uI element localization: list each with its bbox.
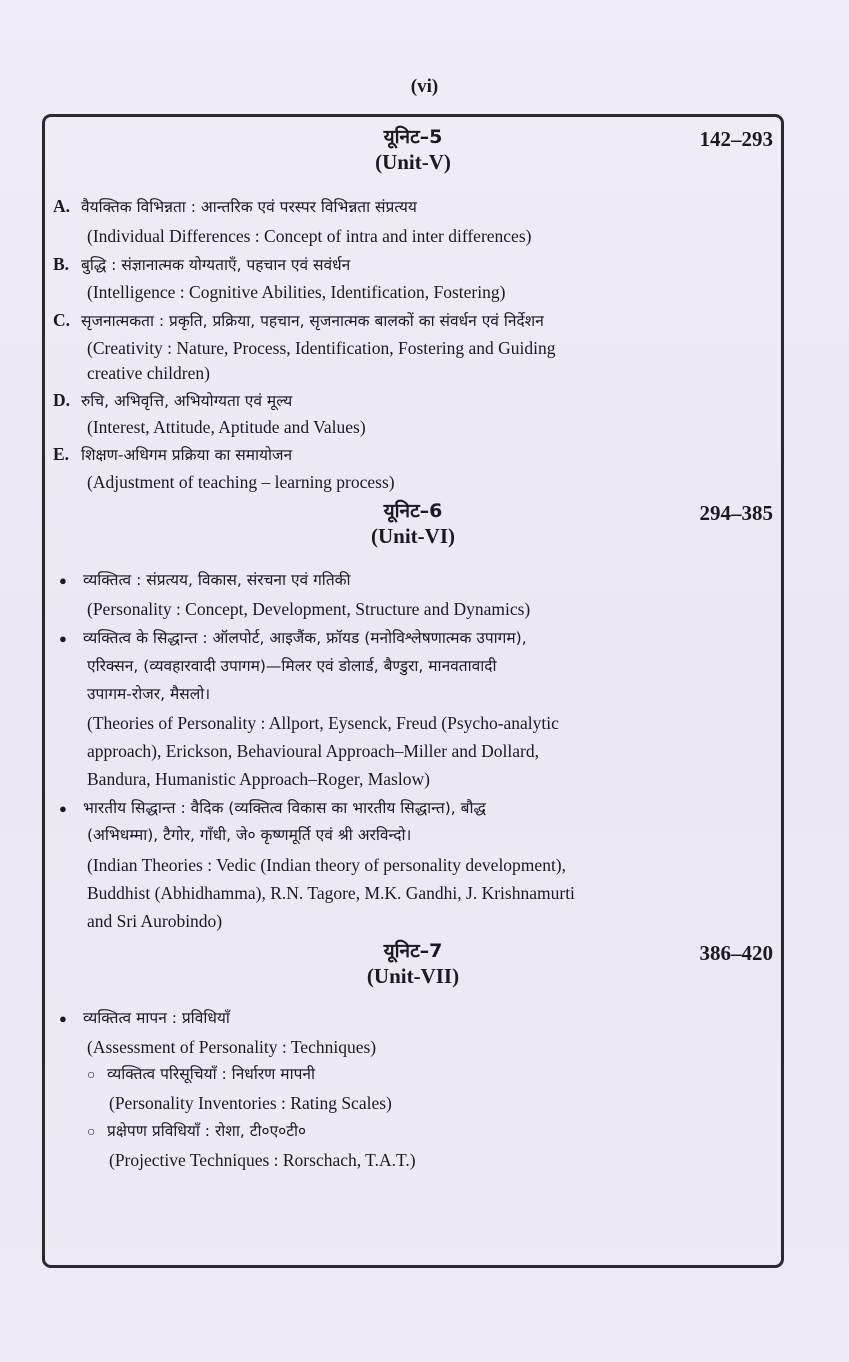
unit-6-hindi-title: यूनिट–6 bbox=[383, 500, 443, 522]
unit-5-item-b-hindi: B. बुद्धि : संज्ञानात्मक योग्यताएँ, पहचान एवं सवंर्धन bbox=[53, 254, 351, 274]
item-marker: C. bbox=[53, 310, 71, 330]
unit-6-item-2-hindi-2: एरिक्सन, (व्यवहारवादी उपागम)—मिलर एवं डोलार्ड, बैण्डुरा, मानवतावादी bbox=[87, 657, 497, 675]
unit-5-page-range: 142–293 bbox=[699, 127, 773, 151]
unit-6-item-3-english-3: and Sri Aurobindo) bbox=[87, 911, 223, 931]
unit-7-subitem-1-english: (Personality Inventories : Rating Scales) bbox=[109, 1093, 392, 1113]
unit-5-english-title: (Unit-V) bbox=[375, 150, 451, 174]
unit-5-item-c-hindi: C. सृजनात्मकता : प्रकृति, प्रक्रिया, पहचान, सृजनात्मक बालकों का संवर्धन एवं निर्देशन bbox=[53, 310, 544, 330]
unit-5-item-e-english: (Adjustment of teaching – learning process) bbox=[87, 472, 395, 492]
unit-6-page-range: 294–385 bbox=[699, 501, 773, 525]
bullet-icon: ● bbox=[59, 1011, 67, 1026]
unit-6-heading bbox=[45, 497, 781, 549]
unit-7-item-1-english: (Assessment of Personality : Techniques) bbox=[87, 1037, 377, 1057]
bullet-icon: ● bbox=[59, 801, 67, 816]
unit-5-item-e-hindi: E. शिक्षण-अधिगम प्रक्रिया का समायोजन bbox=[53, 444, 293, 464]
unit-6-item-1-english: (Personality : Concept, Development, Structure and Dynamics) bbox=[87, 599, 531, 619]
unit-7-english-title: (Unit-VII) bbox=[366, 964, 460, 988]
unit-6-item-3-hindi-1: ● भारतीय सिद्धान्त : वैदिक (व्यक्तित्व विकास का भारतीय सिद्धान्त), बौद्ध bbox=[59, 797, 486, 820]
item-marker: E. bbox=[53, 444, 70, 464]
syllabus-box bbox=[42, 114, 784, 1268]
unit-6-item-2-hindi-3: उपागम-रोजर, मैसलो। bbox=[87, 685, 211, 703]
unit-5-item-c-english-1: (Creativity : Nature, Process, Identification, Fostering and Guiding bbox=[87, 338, 556, 358]
unit-7-page-range: 386–420 bbox=[699, 941, 773, 965]
unit-5-heading bbox=[45, 123, 781, 175]
unit-6-item-3-hindi-2: (अभिधम्मा), टैगोर, गाँधी, जे० कृष्णमूर्ति एवं श्री अरविन्दो। bbox=[87, 826, 412, 844]
item-marker: D. bbox=[53, 390, 71, 410]
unit-5-item-d-hindi: D. रुचि, अभिवृत्ति, अभियोग्यता एवं मूल्य bbox=[53, 390, 293, 410]
unit-7-hindi-title: यूनिट–7 bbox=[383, 940, 443, 962]
item-marker: B. bbox=[53, 254, 70, 274]
unit-5-item-a-hindi: A. वैयक्तिक विभिन्नता : आन्तरिक एवं परस्पर विभिन्नता संप्रत्यय bbox=[53, 196, 417, 216]
unit-5-item-c-english-2: creative children) bbox=[87, 363, 210, 383]
unit-5-item-b-english: (Intelligence : Cognitive Abilities, Identification, Fostering) bbox=[87, 282, 506, 302]
unit-6-item-2-hindi-1: ● व्यक्तित्व के सिद्धान्त : ऑलपोर्ट, आइजैंक, फ्रॉयड (मनोविश्लेषणात्मक उपागम), bbox=[59, 627, 527, 650]
unit-6-english-title: (Unit-VI) bbox=[371, 524, 455, 548]
unit-5-item-a-english: (Individual Differences : Concept of intra and inter differences) bbox=[87, 226, 532, 246]
circle-bullet-icon: ○ bbox=[87, 1125, 96, 1140]
unit-6-item-2-english-1: (Theories of Personality : Allport, Eysenck, Freud (Psycho-analytic bbox=[87, 713, 559, 733]
unit-5-item-d-english: (Interest, Attitude, Aptitude and Values) bbox=[87, 417, 366, 437]
unit-6-item-3-english-2: Buddhist (Abhidhamma), R.N. Tagore, M.K. Gandhi, J. Krishnamurti bbox=[87, 883, 575, 903]
unit-7-item-1-hindi: ● व्यक्तित्व मापन : प्रविधियाँ bbox=[59, 1007, 230, 1030]
unit-7-subitem-2-english: (Projective Techniques : Rorschach, T.A.T.) bbox=[109, 1150, 416, 1170]
circle-bullet-icon: ○ bbox=[87, 1068, 96, 1083]
unit-7-subitem-2-hindi: ○ प्रक्षेपण प्रविधियाँ : रोशा, टी०ए०टी० bbox=[87, 1120, 306, 1144]
bullet-icon: ● bbox=[59, 631, 67, 646]
page-number: (vi) bbox=[410, 76, 439, 97]
item-marker: A. bbox=[53, 196, 71, 216]
unit-5-hindi-title: यूनिट–5 bbox=[383, 126, 443, 148]
unit-6-item-2-english-3: Bandura, Humanistic Approach–Roger, Maslow) bbox=[87, 769, 430, 789]
unit-7-subitem-1-hindi: ○ व्यक्तित्व परिसूचियाँ : निर्धारण मापनी bbox=[87, 1063, 315, 1087]
unit-7-heading bbox=[45, 937, 781, 989]
unit-6-item-3-english-1: (Indian Theories : Vedic (Indian theory of personality development), bbox=[87, 855, 567, 875]
unit-6-item-1-hindi: ● व्यक्तित्व : संप्रत्यय, विकास, संरचना एवं गतिकी bbox=[59, 569, 351, 592]
unit-6-item-2-english-2: approach), Erickson, Behavioural Approach–Miller and Dollard, bbox=[87, 741, 539, 761]
bullet-icon: ● bbox=[59, 573, 67, 588]
